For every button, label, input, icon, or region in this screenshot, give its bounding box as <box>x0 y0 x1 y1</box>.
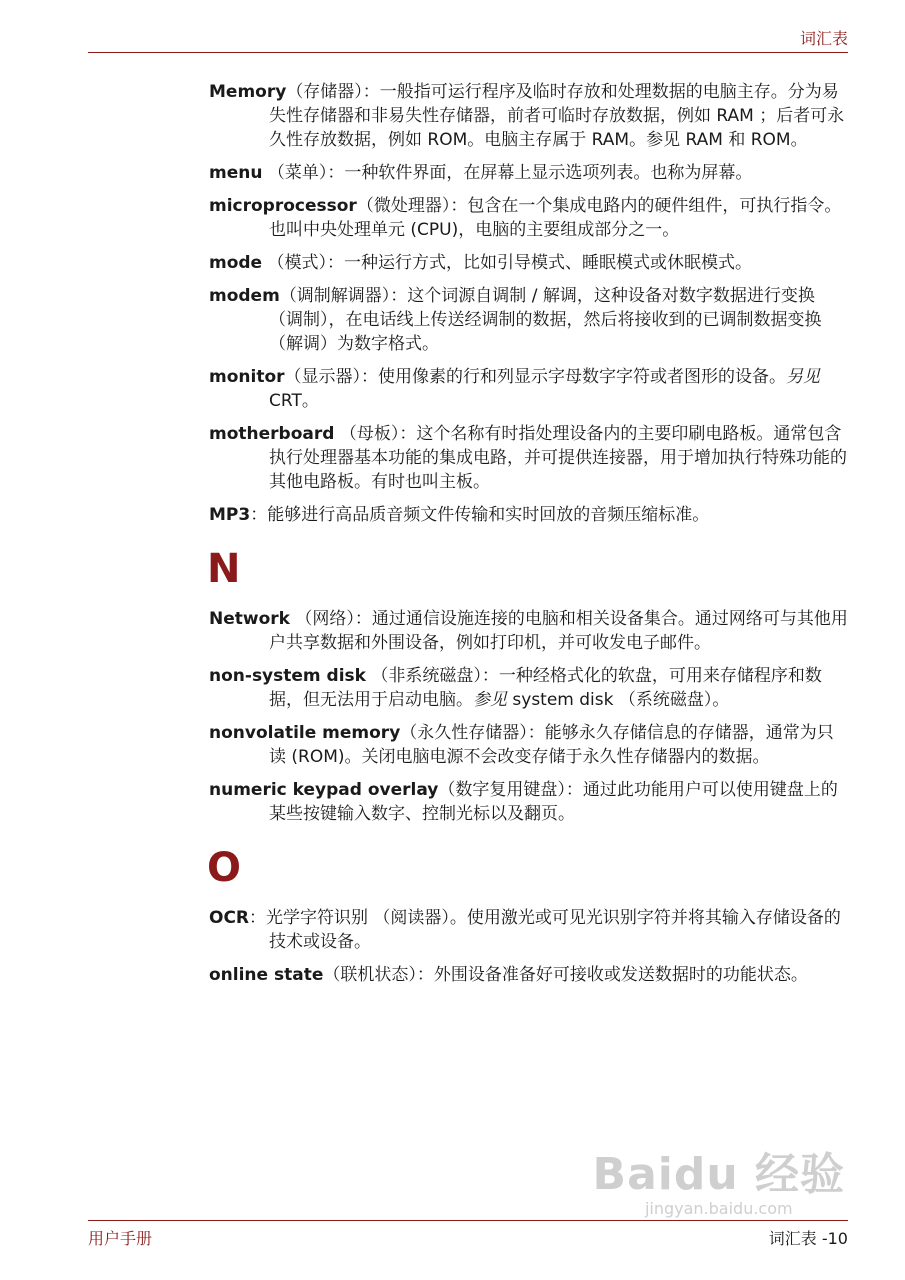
entry-definition: （数字复用键盘）：通过此功能用户可以使用键盘上的某些按键输入数字、控制光标以及翻页。 <box>269 780 838 824</box>
glossary-entry <box>209 251 849 275</box>
watermark <box>593 1150 845 1218</box>
glossary-entry <box>209 906 849 954</box>
glossary-entry <box>209 422 849 494</box>
footer-manual-title: 用户手册 <box>88 1229 153 1248</box>
entry-term: Memory <box>209 82 287 102</box>
glossary-entry <box>209 721 849 769</box>
running-header-title: 词汇表 <box>799 29 848 48</box>
entry-definition: （母板）：这个名称有时指处理设备内的主要印刷电路板。通常包含执行处理器基本功能的集成电路，并可提供连接器，用于增加执行特殊功能的其他电路板。有时也叫主板。 <box>269 424 847 492</box>
glossary-entry <box>209 194 849 242</box>
glossary-entry <box>209 607 849 655</box>
entry-term: Network <box>209 609 290 629</box>
section-letter-n: N <box>207 546 241 592</box>
entry-term: microprocessor <box>209 196 357 216</box>
glossary-entry <box>209 963 849 987</box>
glossary-entry <box>209 161 849 185</box>
entry-definition: （模式）：一种运行方式，比如引导模式、睡眠模式或休眠模式。 <box>262 253 752 273</box>
glossary-entry <box>209 778 849 826</box>
see-also-label: 参见 <box>473 690 507 710</box>
entry-definition: （微处理器）：包含在一个集成电路内的硬件组件，可执行指令。也叫中央处理单元 (CPU)，电脑的主要组成部分之一。 <box>269 196 842 240</box>
entry-definition: （存储器）：一般指可运行程序及临时存放和处理数据的电脑主存。分为易失性存储器和非易失性存储器，前者可临时存放数据，例如 RAM ；后者可永久性存放数据，例如 ROM。电脑主存属于 RAM。参见 RAM 和 ROM。 <box>269 82 845 150</box>
entry-definition: （联机状态）：外围设备准备好可接收或发送数据时的功能状态。 <box>323 965 808 985</box>
footer-divider <box>88 1220 848 1221</box>
footer-page-number: 词汇表 -10 <box>768 1229 848 1248</box>
see-also-target: system disk （系统磁盘）。 <box>507 690 730 710</box>
entry-term: numeric keypad overlay <box>209 780 439 800</box>
entry-definition: （调制解调器）：这个词源自调制 / 解调，这种设备对数字数据进行变换 （调制），在电话线上传送经调制的数据，然后将接收到的已调制数据变换 （解调）为数字格式。 <box>269 286 822 354</box>
glossary-content <box>209 80 849 996</box>
entry-term: mode <box>209 253 263 273</box>
entry-term: OCR <box>209 908 250 928</box>
entry-term: nonvolatile memory <box>209 723 401 743</box>
glossary-entry <box>209 503 849 527</box>
watermark-url: jingyan.baidu.com <box>644 1199 793 1218</box>
entry-definition: （菜单）：一种软件界面，在屏幕上显示选项列表。也称为屏幕。 <box>262 163 753 183</box>
header-divider <box>88 52 848 53</box>
entry-definition: ：能够进行高品质音频文件传输和实时回放的音频压缩标准。 <box>250 505 710 525</box>
entry-term: MP3 <box>209 505 251 525</box>
glossary-entry <box>209 664 849 712</box>
glossary-entry <box>209 365 849 413</box>
glossary-entry <box>209 80 849 152</box>
entry-definition: （显示器）：使用像素的行和列显示字母数字字符或者图形的设备。 <box>284 367 787 387</box>
entry-definition: ：光学字符识别 （阅读器）。使用激光或可见光识别字符并将其输入存储设备的技术或设备。 <box>249 908 841 952</box>
entry-term: motherboard <box>209 424 335 444</box>
entry-term: menu <box>209 163 263 183</box>
see-also-target: CRT。 <box>269 391 319 411</box>
glossary-entry <box>209 284 849 356</box>
entry-term: monitor <box>209 367 285 387</box>
entry-term: non-system disk <box>209 666 366 686</box>
section-letter-o: O <box>207 845 242 891</box>
entry-term: modem <box>209 286 280 306</box>
see-also-label: 另见 <box>786 367 821 387</box>
watermark-logo-text: Baidu 经验 <box>592 1149 845 1200</box>
entry-term: online state <box>209 965 324 985</box>
entry-definition: （网络）：通过通信设施连接的电脑和相关设备集合。通过网络可与其他用户共享数据和外围设备，例如打印机，并可收发电子邮件。 <box>269 609 848 653</box>
entry-definition: （非系统磁盘）：一种经格式化的软盘，可用来存储程序和数据，但无法用于启动电脑。 <box>269 666 822 710</box>
entry-definition: （永久性存储器）：能够永久存储信息的存储器，通常为只读 (ROM)。关闭电脑电源不会改变存储于永久性存储器内的数据。 <box>269 723 834 767</box>
